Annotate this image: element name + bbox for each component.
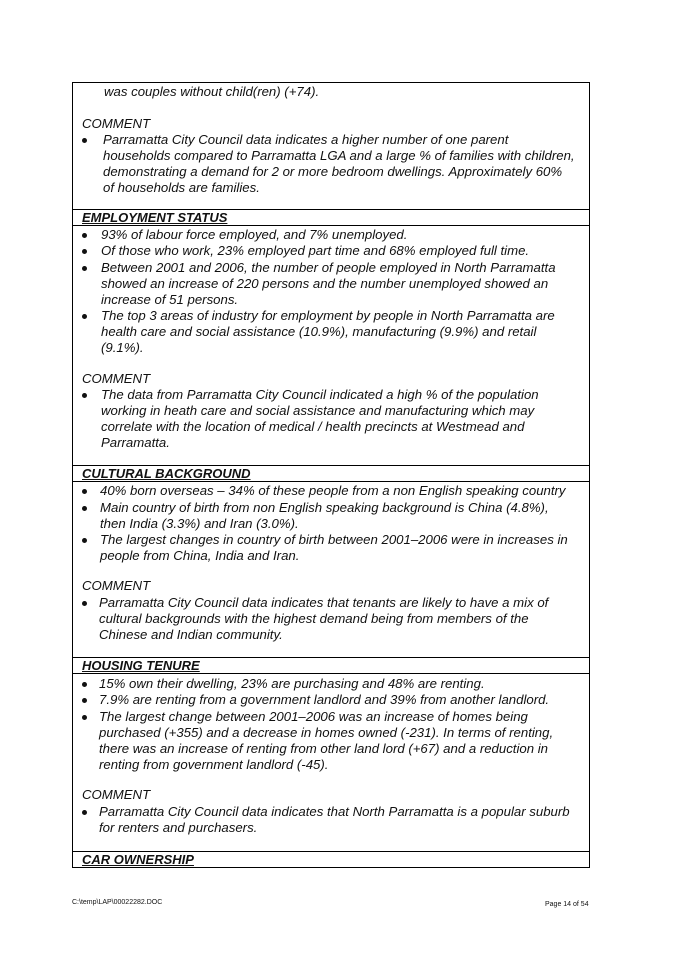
bullet-icon <box>82 715 87 720</box>
cultural-bullet: Main country of birth from non English speaking background is China (4.8%), <box>100 500 549 515</box>
bullet-icon <box>82 601 87 606</box>
employment-bullet-cont: (9.1%). <box>101 340 144 355</box>
housing-bullet: 7.9% are renting from a government landlord and 39% from another landlord. <box>99 692 550 707</box>
car-heading: CAR OWNERSHIP <box>82 852 194 867</box>
intro-text: was couples without child(ren) (+74). <box>104 84 320 99</box>
bullet-icon <box>82 538 87 543</box>
cultural-comment-line: Parramatta City Council data indicates that tenants are likely to have a mix of <box>99 595 549 610</box>
cultural-comment-line: Chinese and Indian community. <box>99 627 283 642</box>
bullet-icon <box>82 506 87 511</box>
cultural-bullet-cont: then India (3.3%) and Iran (3.0%). <box>100 516 299 531</box>
housing-bullet: 15% own their dwelling, 23% are purchasing and 48% are renting. <box>99 676 485 691</box>
employment-comment-line: working in heath care and social assistance and manufacturing which may <box>101 403 535 418</box>
cultural-bullet-cont: people from China, India and Iran. <box>100 548 300 563</box>
employment-comment-line: Parramatta. <box>101 435 170 450</box>
employment-bullet: 93% of labour force employed, and 7% unemployed. <box>101 227 408 242</box>
footer-file-path: C:\temp\LAP\00022282.DOC <box>72 899 163 906</box>
cultural-heading: CULTURAL BACKGROUND <box>82 466 251 481</box>
household-comment-line: Parramatta City Council data indicates a higher number of one parent <box>103 132 509 147</box>
housing-bullet: The largest change between 2001–2006 was an increase of homes being <box>99 709 528 724</box>
housing-comment-line: for renters and purchasers. <box>99 820 258 835</box>
housing-bullet-cont: there was an increase of renting from other land lord (+67) and a reduction in <box>99 741 548 756</box>
section-divider <box>72 673 590 674</box>
housing-comment-line: Parramatta City Council data indicates that North Parramatta is a popular suburb <box>99 804 570 819</box>
employment-bullet: The top 3 areas of industry for employment by people in North Parramatta are <box>101 308 555 323</box>
bullet-icon <box>82 138 87 143</box>
comment-label: COMMENT <box>82 787 151 802</box>
employment-bullet: Between 2001 and 2006, the number of people employed in North Parramatta <box>101 260 556 275</box>
cultural-comment-line: cultural backgrounds with the highest demand being from members of the <box>99 611 529 626</box>
comment-label: COMMENT <box>82 371 151 386</box>
employment-comment-line: The data from Parramatta City Council indicated a high % of the population <box>101 387 539 402</box>
comment-label: COMMENT <box>82 578 151 593</box>
section-divider <box>72 225 590 226</box>
bullet-icon <box>82 393 87 398</box>
household-comment-line: households compared to Parramatta LGA and a large % of families with children, <box>103 148 575 163</box>
footer-page-number: Page 14 of 54 <box>545 901 589 908</box>
bullet-icon <box>82 233 87 238</box>
bullet-icon <box>82 314 87 319</box>
employment-heading: EMPLOYMENT STATUS <box>82 210 228 225</box>
housing-bullet-cont: purchased (+355) and a decrease in homes owned (-231). In terms of renting, <box>99 725 554 740</box>
bullet-icon <box>82 266 87 271</box>
employment-comment-line: correlate with the location of medical / health precincts at Westmead and <box>101 419 525 434</box>
bullet-icon <box>82 698 87 703</box>
bullet-icon <box>82 489 87 494</box>
bullet-icon <box>82 682 87 687</box>
cultural-bullet: The largest changes in country of birth between 2001–2006 were in increases in <box>100 532 568 547</box>
employment-bullet-cont: health care and social assistance (10.9%), manufacturing (9.9%) and retail <box>101 324 537 339</box>
bullet-icon <box>82 810 87 815</box>
comment-label: COMMENT <box>82 116 151 131</box>
housing-heading: HOUSING TENURE <box>82 658 200 673</box>
employment-bullet-cont: showed an increase of 220 persons and the number unemployed showed an <box>101 276 549 291</box>
section-divider <box>72 481 590 482</box>
household-comment-line: of households are families. <box>103 180 260 195</box>
employment-bullet-cont: increase of 51 persons. <box>101 292 239 307</box>
housing-bullet-cont: renting from government landlord (-45). <box>99 757 329 772</box>
cultural-bullet: 40% born overseas – 34% of these people from a non English speaking country <box>100 483 566 498</box>
employment-bullet: Of those who work, 23% employed part time and 68% employed full time. <box>101 243 530 258</box>
bullet-icon <box>82 249 87 254</box>
household-comment-line: demonstrating a demand for 2 or more bedroom dwellings. Approximately 60% <box>103 164 563 179</box>
